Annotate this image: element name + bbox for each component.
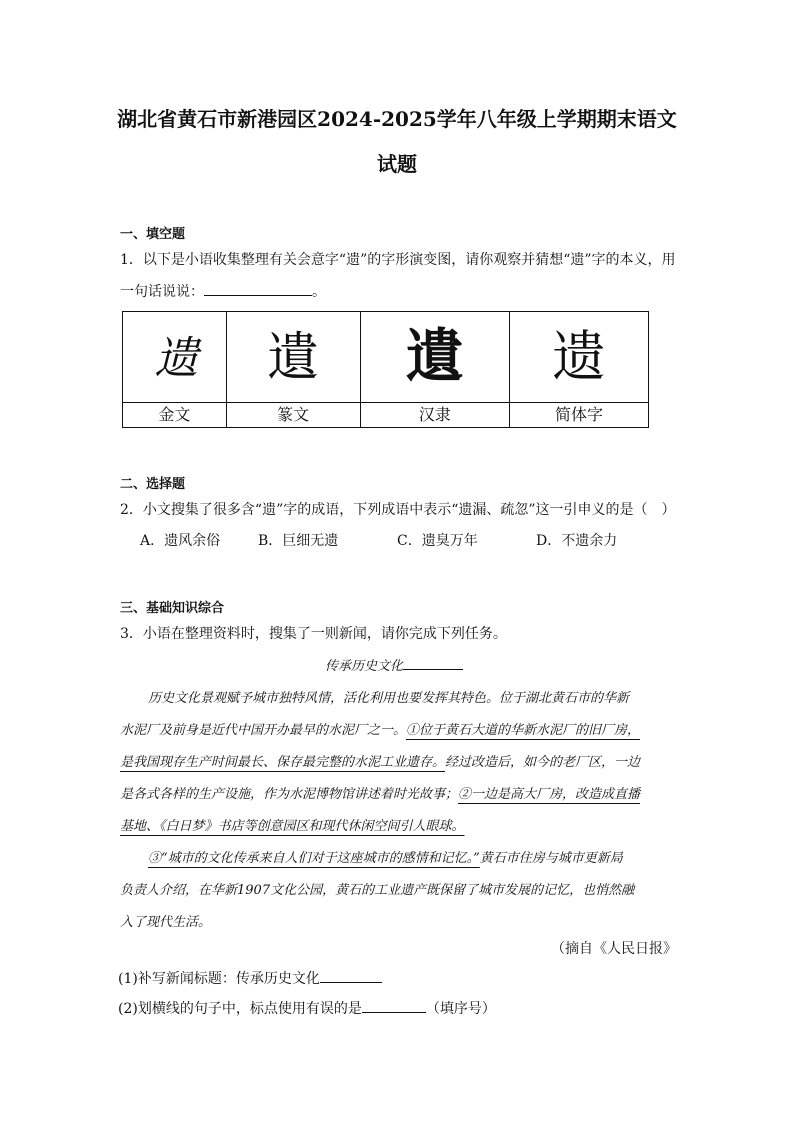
question-1-prefix: 一句话说说： bbox=[120, 284, 204, 300]
question-1-line1: 1．以下是小语收集整理有关会意字“遗”的字形演变图，请你观察并猜想“遗”字的本义，用 bbox=[120, 252, 676, 268]
question-1-line2 bbox=[120, 281, 326, 301]
page-title-line2: 试题 bbox=[377, 152, 417, 176]
news-line-4: 是各式各样的生产设施，作为水泥博物馆讲述着时光故事；②一边是高大厂房，改造成直播 bbox=[120, 787, 641, 802]
glyph-name-zhuanwen: 篆文 bbox=[226, 403, 360, 428]
underlined-sentence-2a: ②一边是高大厂房，改造成直播 bbox=[458, 787, 641, 802]
news-line-3: 是我国现存生产时间最长、保存最完整的水泥工业遗存。经过改造后，如今的老厂区，一边 bbox=[120, 755, 641, 770]
option-c[interactable]: C．遗臭万年 bbox=[397, 533, 478, 549]
answer-blank-sub2[interactable] bbox=[362, 998, 426, 1013]
option-a[interactable]: A．遗风余俗 bbox=[140, 533, 221, 549]
glyph-evolution-table bbox=[122, 311, 649, 428]
subquestion-2: (2)划横线的句子中，标点使用有误的是 （填序号） bbox=[118, 998, 496, 1018]
underlined-sentence-1a: ①位于黄石大道的华新水泥厂的旧厂房， bbox=[406, 723, 641, 738]
underlined-sentence-2b: 基地、《白日梦》书店等创意园区和现代休闲空间引人眼球。 bbox=[120, 819, 465, 834]
jianti-glyph-icon: 遗 bbox=[509, 312, 648, 403]
answer-blank-1[interactable] bbox=[204, 281, 312, 296]
news-line-5 bbox=[120, 815, 465, 834]
question-3-stem: 3．小语在整理资料时，搜集了一则新闻，请你完成下列任务。 bbox=[120, 626, 507, 642]
question-2-stem: 2．小文搜集了很多含“遗”字的成语，下列成语中表示“遗漏、疏忽”这一引申义的是（ ） bbox=[120, 502, 676, 518]
news-line-8: 入了现代生活。 bbox=[120, 915, 212, 930]
underlined-sentence-1b: 是我国现存生产时间最长、保存最完整的水泥工业遗存。 bbox=[120, 755, 446, 770]
glyph-name-jinwen: 金文 bbox=[123, 403, 227, 428]
news-line-1: 历史文化景观赋予城市独特风情，活化利用也要发挥其特色。位于湖北黄石市的华新 bbox=[148, 691, 630, 706]
underlined-sentence-3: ③“城市的文化传承来自人们对于这座城市的感情和记忆。” bbox=[148, 851, 480, 866]
answer-blank-sub1[interactable] bbox=[320, 968, 382, 983]
news-title-blank bbox=[403, 655, 463, 670]
section-heading-fill: 一、填空题 bbox=[120, 227, 186, 242]
page-title: 湖北省黄石市新港园区2024-2025学年八年级上学期期末语文 bbox=[117, 107, 677, 131]
question-1-suffix: 。 bbox=[312, 284, 326, 300]
news-line-6: ③“城市的文化传承来自人们对于这座城市的感情和记忆。”黄石市住房与城市更新局 bbox=[148, 851, 623, 866]
news-line-2: 水泥厂及前身是近代中国开办最早的水泥厂之一。①位于黄石大道的华新水泥厂的旧厂房， bbox=[120, 723, 641, 738]
section-heading-choice: 二、选择题 bbox=[120, 477, 186, 492]
subquestion-1: (1)补写新闻标题：传承历史文化 bbox=[118, 968, 382, 988]
hanli-glyph-icon: 遺 bbox=[360, 312, 509, 403]
glyph-name-hanli: 汉隶 bbox=[360, 403, 509, 428]
section-heading-basics: 三、基础知识综合 bbox=[120, 601, 225, 616]
news-title: 传承历史文化 bbox=[325, 655, 463, 674]
news-source: （摘自《人民日报》 bbox=[551, 941, 677, 957]
zhuanwen-glyph-icon: 遺 bbox=[226, 312, 360, 403]
glyph-name-jianti: 简体字 bbox=[509, 403, 648, 428]
option-b[interactable]: B．巨细无遗 bbox=[258, 533, 339, 549]
option-d[interactable]: D．不遗余力 bbox=[536, 533, 618, 549]
jinwen-glyph-icon: 遗 bbox=[123, 312, 227, 403]
news-line-7: 负责人介绍，在华新1907文化公园，黄石的工业遗产既保留了城市发展的记忆，也悄然融 bbox=[120, 883, 635, 898]
